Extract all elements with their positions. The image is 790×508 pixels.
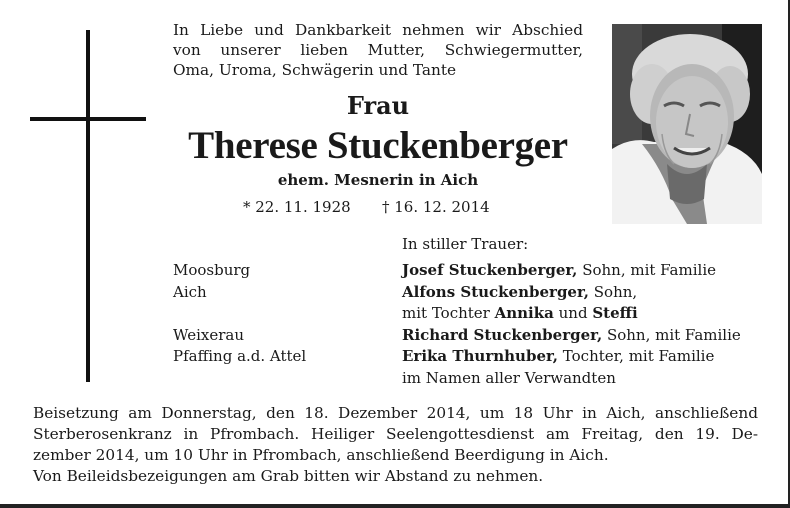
- footer-line: Sterberosenkranz in Pfrombach. Heiliger Seelengottesdienst am Freitag, den 19. De-: [33, 425, 758, 443]
- deceased-role: ehem. Mesnerin in Aich: [277, 171, 479, 189]
- salutation: Frau: [346, 91, 410, 120]
- portrait-photo: [612, 24, 762, 224]
- funeral-details: [33, 403, 758, 487]
- mourner-relation: und: [553, 304, 593, 322]
- mourner-row: [402, 260, 741, 282]
- mourner-name: Richard Stuckenberger,: [402, 325, 603, 344]
- place-label: Moosburg: [173, 261, 251, 279]
- mourner-name: Steffi: [592, 304, 638, 322]
- mourner-relation: Sohn, mit Familie: [602, 325, 741, 344]
- place-label: Weixerau: [173, 325, 244, 344]
- mourner-row: [402, 346, 741, 368]
- mourner-relation: im Namen aller Verwandten: [402, 368, 616, 387]
- death-date: † 16. 12. 2014: [382, 198, 490, 216]
- intro-line: Oma, Uroma, Schwägerin und Tante: [173, 61, 457, 79]
- mourner-relation: Tochter, mit Familie: [558, 347, 715, 365]
- intro-line: In Liebe und Dankbarkeit nehmen wir Abschied: [173, 21, 583, 39]
- mourner-name: Josef Stuckenberger,: [402, 261, 578, 279]
- intro-line: von unserer lieben Mutter, Schwiegermutter,: [173, 41, 583, 59]
- footer-line: zember 2014, um 10 Uhr in Pfrombach, anschließend Beerdigung in Aich.: [33, 446, 609, 464]
- cross-horizontal-bar: [30, 117, 146, 121]
- intro-text: [173, 20, 583, 80]
- place-label: [173, 368, 306, 390]
- mourner-places: [173, 260, 306, 389]
- mourner-row: [402, 368, 741, 390]
- place-label: [173, 303, 306, 325]
- mourner-row: [402, 282, 741, 304]
- mourner-relation: Sohn,: [589, 282, 638, 301]
- mourner-row: [402, 303, 741, 325]
- mourner-relation: Sohn, mit Familie: [577, 261, 716, 279]
- footer-line: Von Beileidsbezeigungen am Grab bitten wir Abstand zu nehmen.: [33, 467, 544, 485]
- deceased-name: Therese Stuckenberger: [188, 124, 568, 167]
- mourners-heading: In stiller Trauer:: [402, 235, 529, 253]
- mourner-list: [402, 260, 741, 389]
- mourner-name: Erika Thurnhuber,: [402, 347, 559, 365]
- portrait-image: [612, 24, 762, 224]
- footer-line: Beisetzung am Donnerstag, den 18. Dezember 2014, um 18 Uhr in Aich, anschließend: [33, 404, 758, 422]
- mourner-name: Alfons Stuckenberger,: [402, 282, 590, 301]
- mourner-row: [402, 325, 741, 347]
- mourner-relation: mit Tochter: [402, 304, 495, 322]
- birth-date: * 22. 11. 1928: [243, 198, 351, 216]
- place-label: Aich: [173, 282, 207, 301]
- cross-vertical-bar: [86, 30, 90, 382]
- mourner-name: Annika: [494, 304, 554, 322]
- place-label: Pfaffing a.d. Attel: [173, 347, 307, 365]
